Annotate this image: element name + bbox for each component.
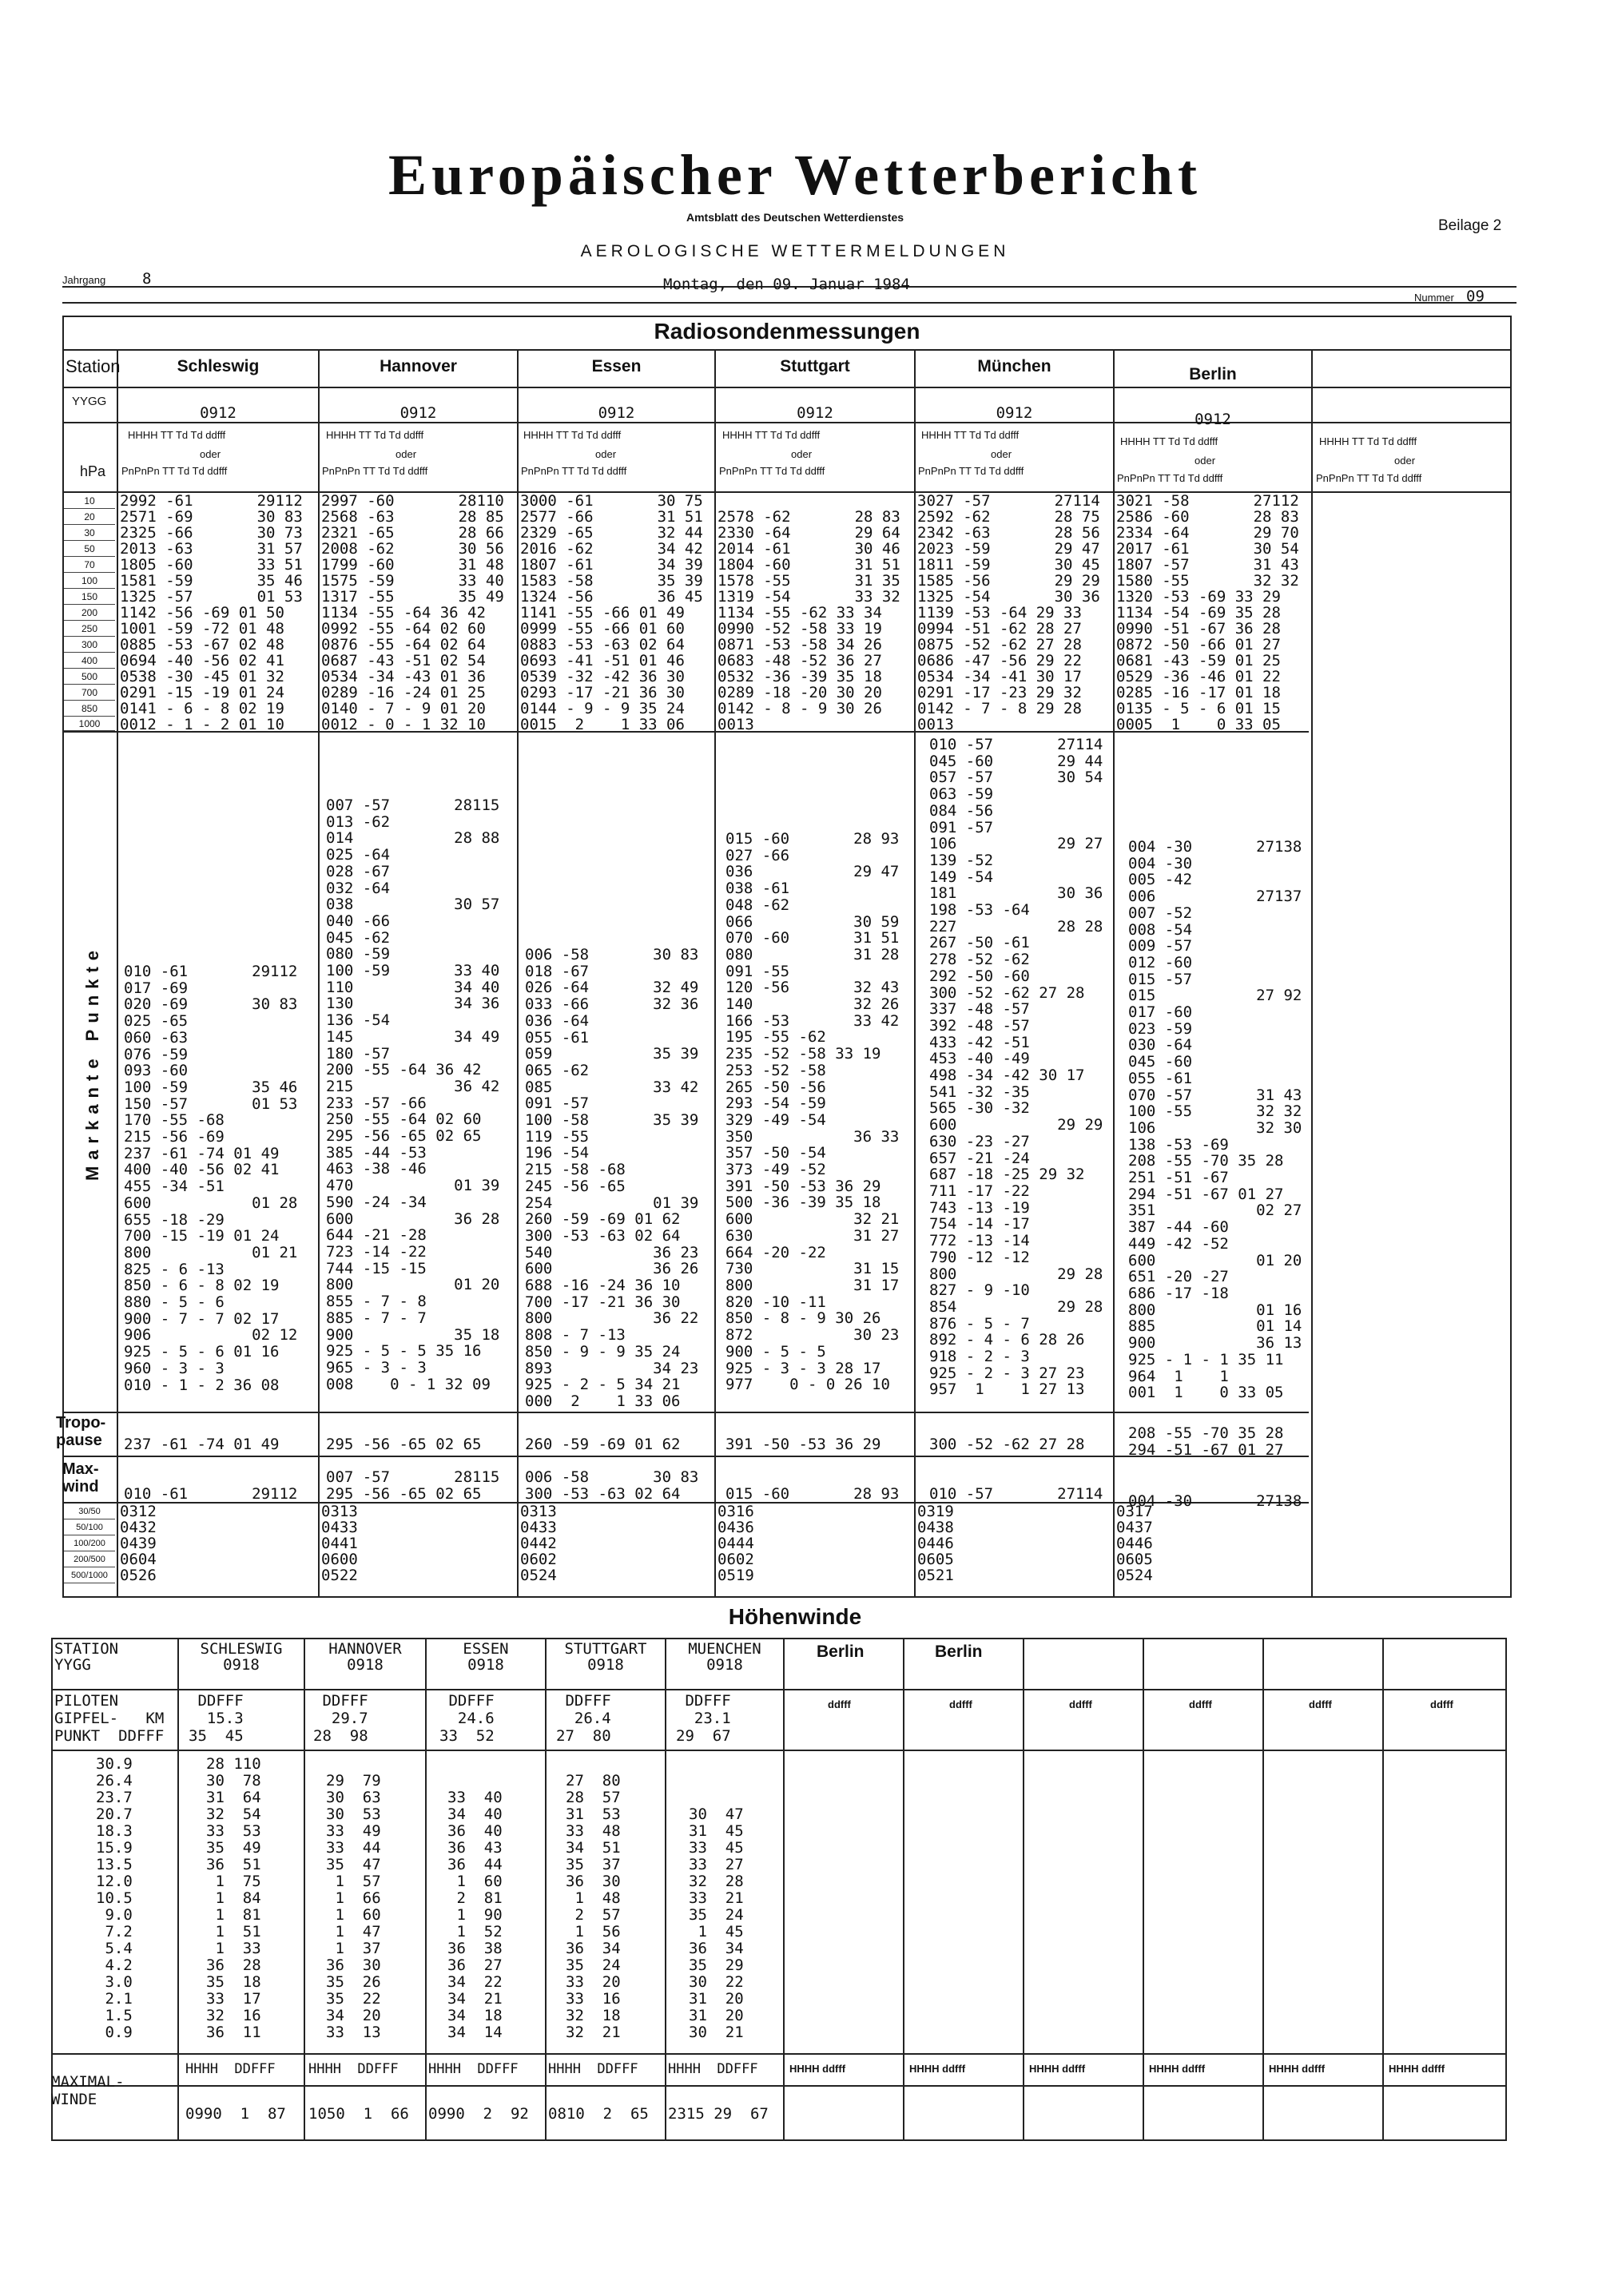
yygg-value: 0912 [200, 404, 237, 422]
level-label: 400 [64, 653, 115, 669]
hw-winds-schleswig: 28 110 30 78 31 64 32 54 33 53 35 49 36 51 1 75 1 84 1 81 1 51 1 33 36 28 35 18 33 17 32 16 36 11 [206, 1755, 261, 2041]
hw-max-hdr: HHHH DDFFF [428, 2061, 519, 2077]
rs-vline [318, 349, 320, 1598]
hw-ddfff-hdr: ddfff [949, 1698, 972, 1710]
station-name: München [977, 357, 1051, 375]
tropopause-schleswig: 237 -61 -74 01 49 [124, 1436, 280, 1453]
hw-line [51, 2053, 1507, 2055]
hw-max-small-hdr: HHHH ddfff [1389, 2063, 1445, 2075]
col-header: PnPnPn TT Td Td ddfff [121, 465, 228, 477]
markante-hannover: 007 -57 28115 013 -62 014 28 88 025 -64 028 -67 032 -64 038 30 57 040 -66 045 -62 080 -59 100 -59 33 40 110 34 40 130 34 36 136 -54 145 34 49 180 -57 200 -55 -64 36 42 215 36 42 233 -57 -66 250 -55 -64 02 60 295 -56 -65 02 65 385 -44 -53 463 -38 -46 470 01 39 590 -24 -34 600 36 28 644 -21 -28 723 -14 -22 744 -15 -15 800 01 20 855 - 7 - 8 885 - 7 - 7 900 35 18 925 - 5 - 5 35 16 965 - 3 - 3 008 0 - 1 32 09 [326, 796, 500, 1393]
hw-max-stuttgart: 0810 2 65 [548, 2105, 649, 2123]
thickness-label: 100/200 [64, 1535, 115, 1551]
hw-heights: 30.9 26.4 23.7 20.7 18.3 15.9 13.5 12.0 10.5 9.0 7.2 5.4 4.2 3.0 2.1 1.5 0.9 [96, 1755, 133, 2041]
hw-piloten-label: PILOTEN GIPFEL- KM PUNKT DDFFF [54, 1692, 165, 1745]
thickness-muenchen: 0319 0438 0446 0605 0521 [917, 1503, 954, 1584]
level-label: 300 [64, 637, 115, 653]
hw-station-yygg: 0918 [587, 1656, 624, 1674]
hw-vline [1143, 1638, 1144, 2141]
hw-vline [1262, 1638, 1264, 2141]
markante-berlin: 004 -30 27138 004 -30 005 -42 006 27137 007 -52 008 -54 009 -57 012 -60 015 -57 015 27 92 017 -60 023 -59 030 -64 045 -60 055 -61 070 -57 31 43 100 -55 32 32 106 32 30 138 -53 -69 208 -55 -70 35 28 251 -51 -67 294 -51 -67 01 27 351 02 27 387 -44 -60 449 -42 -52 600 01 20 651 -20 -27 686 -17 -18 800 01 16 885 01 14 900 36 13 925 - 1 - 1 35 11 964 1 1 001 1 0 33 05 [1128, 838, 1302, 1402]
hw-station-name: ESSEN [463, 1640, 509, 1658]
maxwind-muenchen: 010 -57 27114 [929, 1484, 1103, 1503]
standard-levels-berlin: 3021 -58 27112 2586 -60 28 83 2334 -64 29 70 2017 -61 30 54 1807 -57 31 43 1580 -55 32 32 1320 -53 -69 33 29 1134 -54 -69 35 28 0990 -51 -67 36 28 0872 -50 -66 01 27 0681 -43 -59 01 25 0529 -36 -46 01 22 0285 -16 -17 01 18 0135 - 5 - 6 01 15 0005 1 0 33 05 [1116, 492, 1299, 733]
markante-essen: 006 -58 30 83 018 -67 026 -64 32 49 033 -66 32 36 036 -64 055 -61 059 35 39 065 -62 085 33 42 091 -57 100 -58 35 39 119 -55 196 -54 215 -58 -68 245 -56 -65 254 01 39 260 -59 -69 01 62 300 -53 -63 02 64 540 36 23 600 36 26 688 -16 -24 36 10 700 -17 -21 36 30 800 36 22 808 - 7 -13 850 - 9 - 9 35 24 893 34 23 925 - 2 - 5 34 21 000 2 1 33 06 [525, 946, 699, 1410]
nummer-label: Nummer [1414, 292, 1454, 304]
hw-vline [1023, 1638, 1024, 2141]
col-header-oder: oder [791, 448, 813, 460]
header-rule-2 [62, 302, 1517, 304]
standard-levels-stuttgart: 2578 -62 28 83 2330 -64 29 64 2014 -61 30 46 1804 -60 31 51 1578 -55 31 35 1319 -54 33 32 1134 -55 -62 33 34 0990 -52 -58 33 19 0871 -53 -58 34 26 0683 -48 -52 36 27 0532 -36 -39 35 18 0289 -18 -20 30 20 0142 - 8 - 9 30 26 0013 [718, 508, 900, 733]
hw-max-hdr: HHHH DDFFF [185, 2061, 276, 2077]
hw-winds-muenchen: 30 47 31 45 33 45 33 27 32 28 33 21 35 24 1 45 36 34 35 29 30 22 31 20 31 20 30 21 [689, 1805, 744, 2041]
jahrgang-value: 8 [142, 270, 152, 288]
hw-vline [903, 1638, 904, 2141]
thickness-hannover: 0313 0433 0441 0600 0522 [321, 1503, 358, 1584]
station-name: Essen [591, 357, 642, 375]
level-label: 20 [64, 509, 115, 525]
yygg-label: YYGG [72, 395, 107, 408]
level-label: 30 [64, 525, 115, 541]
hw-piloten-essen: DDFFF 24.6 33 52 [439, 1692, 495, 1745]
col-header-oder: oder [200, 448, 221, 460]
col-header-oder: oder [396, 448, 417, 460]
hw-vline [783, 1638, 785, 2141]
maxwind-schleswig: 010 -61 29112 [124, 1484, 298, 1503]
hpa-label: hPa [80, 463, 106, 479]
hw-station-yygg: 0918 [706, 1656, 743, 1674]
nummer-value: 09 [1466, 288, 1485, 305]
hw-max-small-hdr: HHHH ddfff [1149, 2063, 1206, 2075]
hw-vline [304, 1638, 305, 2141]
radiosonde-title: Radiosondenmessungen [654, 319, 920, 344]
hw-max-hannover: 1050 1 66 [308, 2105, 409, 2123]
maxwind-hannover: 007 -57 28115 295 -56 -65 02 65 [326, 1468, 500, 1503]
hw-piloten-schleswig: DDFFF 15.3 35 45 [189, 1692, 244, 1745]
hw-max-small-hdr: HHHH ddfff [789, 2063, 846, 2075]
hw-vline [665, 1638, 666, 2141]
level-label: 250 [64, 621, 115, 637]
hw-max-muenchen: 2315 29 67 [668, 2105, 769, 2123]
thickness-schleswig: 0312 0432 0439 0604 0526 [120, 1503, 157, 1584]
markante-stuttgart: 015 -60 28 93 027 -66 036 29 47 038 -61 048 -62 066 30 59 070 -60 31 51 080 31 28 091 -55 120 -56 32 43 140 32 26 166 -53 33 42 195 -55 -62 235 -52 -58 33 19 253 -52 -58 265 -50 -56 293 -54 -59 329 -49 -54 350 36 33 357 -50 -54 373 -49 -52 391 -50 -53 36 29 500 -36 -39 35 18 600 32 21 630 31 27 664 -20 -22 730 31 15 800 31 17 820 -10 -11 850 - 8 - 9 30 26 872 30 23 900 - 5 - 5 925 - 3 - 3 28 17 977 0 - 0 26 10 [725, 830, 900, 1394]
col-header-oder: oder [1394, 455, 1416, 467]
col-header: HHHH TT Td Td ddfff [523, 429, 622, 441]
hw-piloten-muenchen: DDFFF 23.1 29 67 [676, 1692, 731, 1745]
level-label: 150 [64, 589, 115, 605]
level-label: 850 [64, 701, 115, 717]
yygg-value: 0912 [996, 404, 1033, 422]
hw-max-essen: 0990 2 92 [428, 2105, 529, 2123]
rs-vline [714, 349, 716, 1598]
col-header: HHHH TT Td Td ddfff [326, 429, 424, 441]
station-name: Hannover [380, 357, 457, 375]
hw-berlin-label: Berlin [817, 1643, 865, 1661]
col-header-oder: oder [991, 448, 1012, 460]
hw-max-schleswig: 0990 1 87 [185, 2105, 286, 2123]
page-title: Europäischer Wetterbericht [388, 143, 1202, 207]
hw-max-small-hdr: HHHH ddfff [909, 2063, 966, 2075]
maxwind-berlin: 004 -30 27138 [1128, 1492, 1302, 1510]
thickness-stuttgart: 0316 0436 0444 0602 0519 [718, 1503, 754, 1584]
hw-station-name: SCHLESWIG [200, 1640, 283, 1658]
thickness-label: 50/100 [64, 1519, 115, 1535]
hw-winds-stuttgart: 27 80 28 57 31 53 33 48 34 51 35 37 36 30 1 48 2 57 1 56 36 34 35 24 33 20 33 16 32 18 32 21 [566, 1772, 621, 2041]
col-header: PnPnPn TT Td Td ddfff [1117, 472, 1223, 484]
yygg-value: 0912 [797, 404, 833, 422]
hw-max-hdr: HHHH DDFFF [668, 2061, 758, 2077]
yygg-value: 0912 [598, 404, 635, 422]
tropopause-muenchen: 300 -52 -62 27 28 [929, 1436, 1085, 1453]
thickness-essen: 0313 0433 0442 0602 0524 [520, 1503, 557, 1584]
level-label: 50 [64, 541, 115, 557]
col-header: PnPnPn TT Td Td ddfff [1316, 472, 1422, 484]
col-header: PnPnPn TT Td Td ddfff [322, 465, 428, 477]
hw-station-name: STUTTGART [564, 1640, 647, 1658]
hw-piloten-stuttgart: DDFFF 26.4 27 80 [556, 1692, 611, 1745]
hw-ddfff-hdr: ddfff [1069, 1698, 1092, 1710]
hw-vline [1382, 1638, 1384, 2141]
hw-line [51, 1750, 1507, 1751]
rs-line [62, 349, 1512, 351]
hw-piloten-hannover: DDFFF 29.7 28 98 [313, 1692, 368, 1745]
hw-berlin-label: Berlin [935, 1643, 983, 1661]
hw-station-yygg: 0918 [467, 1656, 504, 1674]
beilage-label: Beilage 2 [1438, 217, 1502, 234]
rs-vline [517, 349, 519, 1598]
hw-ddfff-hdr: ddfff [1430, 1698, 1453, 1710]
level-label: 1000 [64, 717, 115, 731]
thickness-label: 500/1000 [64, 1567, 115, 1583]
hw-winds-essen: 33 40 34 40 36 40 36 43 36 44 1 60 2 81 1 90 1 52 36 38 36 27 34 22 34 21 34 18 34 14 [447, 1789, 503, 2041]
col-header: HHHH TT Td Td ddfff [722, 429, 821, 441]
col-header-oder: oder [1195, 455, 1216, 467]
yygg-value: 0912 [1195, 411, 1231, 428]
markante-label-box [77, 943, 109, 1182]
hw-maximal-label: MAXIMAL- WINDE [51, 2073, 125, 2108]
station-name: Berlin [1189, 365, 1237, 383]
hw-max-hdr: HHHH DDFFF [308, 2061, 399, 2077]
subtitle: Amtsblatt des Deutschen Wetterdienstes [686, 211, 904, 224]
hw-station-name: HANNOVER [328, 1640, 402, 1658]
hw-station-label: STATION YYGG [54, 1640, 119, 1674]
col-header: HHHH TT Td Td ddfff [1120, 435, 1218, 447]
hw-max-small-hdr: HHHH ddfff [1269, 2063, 1326, 2075]
markante-muenchen: 010 -57 27114 045 -60 29 44 057 -57 30 54 063 -59 084 -56 091 -57 106 29 27 139 -52 149 -54 181 30 36 198 -53 -64 227 28 28 267 -50 -61 278 -52 -62 292 -50 -60 300 -52 -62 27 28 337 -48 -57 392 -48 -57 433 -42 -51 453 -40 -49 498 -34 -42 30 17 541 -32 -35 565 -30 -32 600 29 29 630 -23 -27 657 -21 -24 687 -18 -25 29 32 711 -17 -22 743 -13 -19 754 -14 -17 772 -13 -14 790 -12 -12 800 29 28 827 - 9 -10 854 29 28 876 - 5 - 7 892 - 4 - 6 28 26 918 - 2 - 3 925 - 2 - 3 27 23 957 1 1 27 13 [929, 736, 1103, 1399]
tropopause-berlin: 208 -55 -70 35 28 294 -51 -67 01 27 [1128, 1424, 1284, 1459]
station-name: Stuttgart [780, 357, 850, 375]
maxwind-stuttgart: 015 -60 28 93 [725, 1484, 900, 1503]
level-label: 100 [64, 573, 115, 589]
tropopause-label: Tropo- pause [56, 1414, 106, 1449]
rs-vline [1311, 349, 1313, 1598]
hw-line [51, 1689, 1507, 1690]
rs-line [62, 387, 1512, 388]
level-label: 500 [64, 669, 115, 685]
hw-ddfff-hdr: ddfff [1309, 1698, 1332, 1710]
hw-line [51, 2085, 1507, 2087]
thickness-berlin: 0317 0437 0446 0605 0524 [1116, 1503, 1153, 1584]
station-name: Schleswig [177, 357, 260, 375]
tropopause-stuttgart: 391 -50 -53 36 29 [725, 1436, 881, 1453]
thickness-label: 200/500 [64, 1551, 115, 1567]
tropopause-hannover: 295 -56 -65 02 65 [326, 1436, 482, 1453]
hw-vline [425, 1638, 427, 2141]
hw-ddfff-hdr: ddfff [828, 1698, 851, 1710]
rs-line [62, 1456, 1309, 1457]
col-header: HHHH TT Td Td ddfff [921, 429, 1020, 441]
rs-vline [914, 349, 916, 1598]
col-header: PnPnPn TT Td Td ddfff [719, 465, 825, 477]
markante-label: Markante Punkte [82, 943, 102, 1182]
col-header: PnPnPn TT Td Td ddfff [521, 465, 627, 477]
hw-ddfff-hdr: ddfff [1189, 1698, 1212, 1710]
level-label: 700 [64, 685, 115, 701]
hw-max-small-hdr: HHHH ddfff [1029, 2063, 1086, 2075]
standard-levels-hannover: 2997 -60 28110 2568 -63 28 85 2321 -65 28 66 2008 -62 30 56 1799 -60 31 48 1575 -59 33 40 1317 -55 35 49 1134 -55 -64 36 42 0992 -55 -64 02 60 0876 -55 -64 02 64 0687 -43 -51 02 54 0534 -34 -43 01 36 0289 -16 -24 01 25 0140 - 7 - 9 01 20 0012 - 0 - 1 32 10 [321, 492, 504, 733]
hw-vline [177, 1638, 179, 2141]
hw-max-hdr: HHHH DDFFF [548, 2061, 638, 2077]
section-title: AEROLOGISCHE WETTERMELDUNGEN [580, 242, 1010, 260]
hw-station-yygg: 0918 [347, 1656, 384, 1674]
level-label: 70 [64, 557, 115, 573]
rs-vline [117, 349, 118, 1598]
issue-date: Montag, den 09. Januar 1984 [663, 276, 910, 293]
jahrgang-label: Jahrgang [62, 274, 106, 286]
station-label: Station [66, 356, 121, 376]
hw-winds-hannover: 29 79 30 63 30 53 33 49 33 44 35 47 1 57 1 66 1 60 1 47 1 37 36 30 35 26 35 22 34 20 33 13 [326, 1772, 381, 2041]
hw-station-name: MUENCHEN [688, 1640, 761, 1658]
markante-schleswig: 010 -61 29112 017 -69 020 -69 30 83 025 -65 060 -63 076 -59 093 -60 100 -59 35 46 150 -57 01 53 170 -55 -68 215 -56 -69 237 -61 -74 01 49 400 -40 -56 02 41 455 -34 -51 600 01 28 655 -18 -29 700 -15 -19 01 24 800 01 21 825 - 6 -13 850 - 6 - 8 02 19 880 - 5 - 6 900 - 7 - 7 02 17 906 02 12 925 - 5 - 6 01 16 960 - 3 - 3 010 - 1 - 2 36 08 [124, 963, 298, 1394]
level-label: 10 [64, 493, 115, 509]
rs-vline [1113, 349, 1115, 1598]
hoehenwinde-title: Höhenwinde [728, 1604, 862, 1629]
col-header: HHHH TT Td Td ddfff [128, 429, 226, 441]
tropopause-essen: 260 -59 -69 01 62 [525, 1436, 681, 1453]
hw-vline [545, 1638, 547, 2141]
standard-levels-schleswig: 2992 -61 29112 2571 -69 30 83 2325 -66 30 73 2013 -63 31 57 1805 -60 33 51 1581 -59 35 46 1325 -57 01 53 1142 -56 -69 01 50 1001 -59 -72 01 48 0885 -53 -67 02 48 0694 -40 -56 02 41 0538 -30 -45 01 32 0291 -15 -19 01 24 0141 - 6 - 8 02 19 0012 - 1 - 2 01 10 [120, 492, 303, 733]
col-header: HHHH TT Td Td ddfff [1319, 435, 1417, 447]
col-header-oder: oder [595, 448, 617, 460]
thickness-label: 30/50 [64, 1504, 115, 1519]
hw-station-yygg: 0918 [223, 1656, 260, 1674]
level-label: 200 [64, 605, 115, 621]
maxwind-label: Max- wind [62, 1460, 99, 1496]
rs-line [62, 1412, 1309, 1413]
maxwind-essen: 006 -58 30 83 300 -53 -63 02 64 [525, 1468, 699, 1503]
standard-levels-essen: 3000 -61 30 75 2577 -66 31 51 2329 -65 32 44 2016 -62 34 42 1807 -61 34 39 1583 -58 35 39 1324 -56 36 45 1141 -55 -66 01 49 0999 -55 -66 01 60 0883 -53 -63 02 64 0693 -41 -51 01 46 0539 -32 -42 36 30 0293 -17 -21 36 30 0144 - 9 - 9 35 24 0015 2 1 33 06 [520, 492, 703, 733]
yygg-value: 0912 [400, 404, 437, 422]
col-header: PnPnPn TT Td Td ddfff [918, 465, 1024, 477]
standard-levels-muenchen: 3027 -57 27114 2592 -62 28 75 2342 -63 28 56 2023 -59 29 47 1811 -59 30 45 1585 -56 29 29 1325 -54 30 36 1139 -53 -64 29 33 0994 -51 -62 28 27 0875 -52 -62 27 28 0686 -47 -56 29 22 0534 -34 -41 30 17 0291 -17 -23 29 32 0142 - 7 - 8 29 28 0013 [917, 492, 1100, 733]
